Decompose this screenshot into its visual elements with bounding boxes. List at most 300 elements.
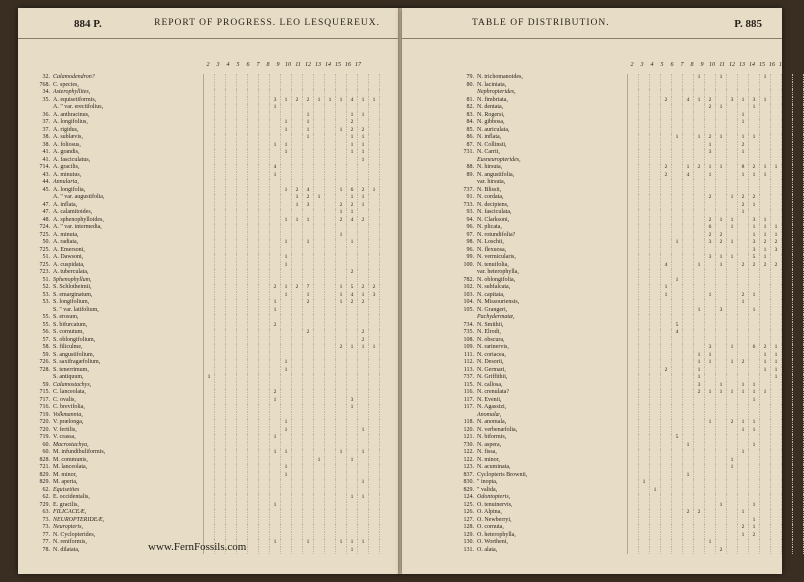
count-cell <box>683 412 694 420</box>
count-cell <box>771 82 782 90</box>
count-cell <box>314 239 325 247</box>
count-cell <box>325 337 336 345</box>
count-cell <box>639 217 650 225</box>
count-cell <box>303 457 314 465</box>
count-cell <box>738 464 749 472</box>
table-row <box>448 337 804 345</box>
count-cell <box>281 307 292 315</box>
row-number: 45. <box>42 186 50 193</box>
count-cell <box>248 307 259 315</box>
count-cell: 8 <box>738 164 749 172</box>
count-cell <box>771 479 782 487</box>
count-cell <box>661 419 672 427</box>
count-cell <box>738 127 749 135</box>
count-cell <box>628 112 639 120</box>
count-cell <box>215 427 226 435</box>
count-cell <box>303 157 314 165</box>
count-cell <box>325 239 336 247</box>
count-cell <box>628 254 639 262</box>
count-cell: 2 <box>760 344 771 352</box>
count-cell <box>325 262 336 270</box>
count-cell <box>639 209 650 217</box>
count-cell <box>369 202 380 210</box>
count-cell <box>237 172 248 180</box>
count-cell: 2 <box>705 232 716 240</box>
count-cell: 1 <box>303 119 314 127</box>
count-cell <box>705 404 716 412</box>
count-cell <box>639 269 650 277</box>
species-name: N. acuminata, <box>477 464 511 470</box>
count-cell: 1 <box>358 112 369 120</box>
count-cell: 1 <box>281 292 292 300</box>
count-cell <box>226 239 237 247</box>
count-cell <box>705 442 716 450</box>
count-cell <box>782 82 793 90</box>
count-cell: 2 <box>749 164 760 172</box>
count-cell: 4 <box>347 97 358 105</box>
table-row <box>24 494 380 502</box>
count-cell <box>738 82 749 90</box>
count-cell <box>738 104 749 112</box>
row-number: 97. <box>466 231 474 238</box>
count-cell <box>303 247 314 255</box>
count-cell <box>705 502 716 510</box>
count-cell <box>325 119 336 127</box>
count-cell <box>336 172 347 180</box>
count-cell <box>226 404 237 412</box>
count-cell: 1 <box>639 479 650 487</box>
count-cell <box>347 179 358 187</box>
count-cell <box>259 337 270 345</box>
count-cell <box>672 89 683 97</box>
count-cell <box>661 457 672 465</box>
count-cell <box>672 187 683 195</box>
count-cell: 1 <box>705 292 716 300</box>
count-cell <box>226 344 237 352</box>
count-cell <box>292 457 303 465</box>
count-cell <box>281 524 292 532</box>
count-cell <box>314 307 325 315</box>
count-cell <box>672 157 683 165</box>
count-cell <box>705 517 716 525</box>
count-cell: 2 <box>369 284 380 292</box>
table-row <box>24 172 380 180</box>
count-cell <box>683 224 694 232</box>
table-row <box>448 254 804 262</box>
count-cell <box>237 82 248 90</box>
count-cell <box>738 547 749 555</box>
count-cell <box>727 314 738 322</box>
count-cell <box>325 517 336 525</box>
row-number: 725. <box>39 231 50 238</box>
count-cell: 1 <box>771 352 782 360</box>
count-cell <box>760 149 771 157</box>
species-name: S. saxifragæfolium, <box>53 359 101 365</box>
count-cell <box>639 127 650 135</box>
count-cell <box>672 119 683 127</box>
row-number <box>448 412 477 420</box>
count-cell <box>314 179 325 187</box>
row-number: 118. <box>463 419 474 425</box>
count-cell <box>727 434 738 442</box>
count-cell <box>793 419 804 427</box>
count-cell <box>358 277 369 285</box>
count-cell <box>369 307 380 315</box>
count-cell <box>325 397 336 405</box>
row-number: 829. <box>39 479 50 485</box>
count-cell <box>336 359 347 367</box>
table-row <box>448 389 804 397</box>
count-cell <box>683 82 694 90</box>
count-cell <box>281 112 292 120</box>
count-cell <box>760 322 771 330</box>
count-cell <box>694 547 705 555</box>
count-cell <box>771 314 782 322</box>
count-cell <box>314 157 325 165</box>
species-name: N. crenulata? <box>477 389 509 395</box>
species-name: N. Cyclopterides, <box>53 531 96 538</box>
count-cell: 1 <box>303 134 314 142</box>
count-cell <box>749 449 760 457</box>
count-cell <box>672 179 683 187</box>
count-cell <box>628 217 639 225</box>
count-cell <box>793 412 804 420</box>
count-cell <box>270 464 281 472</box>
count-cell <box>639 187 650 195</box>
row-number: 98. <box>466 239 474 245</box>
table-row <box>24 524 380 532</box>
count-cell <box>650 262 661 270</box>
count-cell <box>683 307 694 315</box>
count-cell: 1 <box>749 502 760 510</box>
count-cell <box>738 412 749 420</box>
count-cell <box>237 329 248 337</box>
count-cell <box>760 517 771 525</box>
count-cell <box>204 517 215 525</box>
count-cell: 1 <box>694 74 705 82</box>
count-cell <box>325 464 336 472</box>
count-cell <box>628 269 639 277</box>
count-cell <box>369 337 380 345</box>
row-number: 53. <box>42 291 50 298</box>
row-number: 121. <box>463 434 474 440</box>
count-cell <box>237 472 248 480</box>
count-cell <box>303 307 314 315</box>
table-row <box>24 314 380 322</box>
count-cell <box>226 262 237 270</box>
count-cell <box>248 419 259 427</box>
count-cell <box>215 292 226 300</box>
row-number: 715. <box>39 389 50 395</box>
column-label: 11 <box>719 62 725 68</box>
count-cell <box>716 419 727 427</box>
count-cell: 1 <box>749 232 760 240</box>
count-cell <box>259 344 270 352</box>
count-cell <box>793 179 804 187</box>
count-cell <box>314 427 325 435</box>
count-cell <box>303 359 314 367</box>
count-cell <box>782 337 793 345</box>
count-cell <box>369 464 380 472</box>
count-cell <box>749 352 760 360</box>
column-label: 6 <box>246 62 250 68</box>
count-cell: 1 <box>727 217 738 225</box>
count-cell <box>661 449 672 457</box>
row-number: 60. <box>42 449 50 455</box>
count-cell: 2 <box>292 284 303 292</box>
left-distribution-table <box>24 62 380 554</box>
species-name: Macrostachya, <box>53 441 89 448</box>
count-cell <box>727 179 738 187</box>
count-cell <box>716 427 727 435</box>
count-cell <box>270 359 281 367</box>
count-cell <box>259 524 270 532</box>
count-cell <box>237 374 248 382</box>
count-cell <box>771 194 782 202</box>
count-cell <box>336 194 347 202</box>
count-cell <box>314 142 325 150</box>
count-cell <box>226 524 237 532</box>
count-cell <box>347 382 358 390</box>
species-name: N. gibbosa, <box>477 119 505 125</box>
count-cell <box>782 442 793 450</box>
count-cell <box>358 419 369 427</box>
count-cell <box>639 262 650 270</box>
count-cell: 1 <box>358 202 369 210</box>
count-cell: 1 <box>281 472 292 480</box>
count-cell <box>771 389 782 397</box>
count-cell <box>705 337 716 345</box>
count-cell <box>716 367 727 375</box>
count-cell <box>672 74 683 82</box>
row-number: 99. <box>466 254 474 260</box>
species-name: M. minor, <box>53 471 77 478</box>
count-cell <box>782 389 793 397</box>
row-number: 51. <box>42 254 50 260</box>
count-cell <box>661 539 672 547</box>
count-cell <box>749 284 760 292</box>
count-cell <box>270 352 281 360</box>
count-cell <box>325 412 336 420</box>
count-cell <box>215 217 226 225</box>
count-cell <box>369 194 380 202</box>
count-cell <box>358 434 369 442</box>
count-cell <box>661 89 672 97</box>
row-number: 89. <box>466 171 474 178</box>
count-cell: 2 <box>716 547 727 555</box>
count-cell: 1 <box>672 239 683 247</box>
count-cell <box>727 472 738 480</box>
count-cell <box>358 442 369 450</box>
count-cell <box>237 217 248 225</box>
count-cell: 2 <box>705 97 716 105</box>
count-cell <box>727 479 738 487</box>
count-cell <box>782 532 793 540</box>
count-cell <box>705 412 716 420</box>
count-cell <box>782 457 793 465</box>
count-cell <box>259 427 270 435</box>
count-cell <box>793 479 804 487</box>
count-cell <box>237 269 248 277</box>
count-cell <box>314 119 325 127</box>
count-cell <box>204 412 215 420</box>
count-cell: 1 <box>683 442 694 450</box>
count-cell <box>628 374 639 382</box>
count-cell <box>782 404 793 412</box>
count-cell: 1 <box>281 367 292 375</box>
count-cell <box>793 464 804 472</box>
table-row <box>24 472 380 480</box>
count-cell <box>639 202 650 210</box>
count-cell <box>347 224 358 232</box>
row-number: 52. <box>42 284 50 290</box>
count-cell <box>336 434 347 442</box>
count-cell <box>369 232 380 240</box>
count-cell <box>237 322 248 330</box>
count-cell <box>683 232 694 240</box>
species-name: O. Wortheni, <box>477 539 508 545</box>
count-cell <box>672 464 683 472</box>
count-cell <box>738 404 749 412</box>
count-cell <box>325 134 336 142</box>
row-number: 719. <box>39 434 50 440</box>
species-name: E. occidentalis, <box>53 494 90 500</box>
count-cell <box>314 127 325 135</box>
count-cell <box>204 239 215 247</box>
count-cell: 1 <box>694 134 705 142</box>
count-cell <box>237 382 248 390</box>
count-cell <box>215 404 226 412</box>
count-cell <box>259 217 270 225</box>
count-cell <box>248 337 259 345</box>
count-cell <box>215 532 226 540</box>
count-cell <box>738 239 749 247</box>
count-cell <box>639 524 650 532</box>
count-cell <box>259 464 270 472</box>
table-row <box>448 397 804 405</box>
count-cell <box>683 239 694 247</box>
count-cell <box>259 142 270 150</box>
count-cell <box>314 487 325 495</box>
count-cell <box>782 284 793 292</box>
count-cell <box>639 232 650 240</box>
count-cell <box>325 374 336 382</box>
count-cell <box>705 434 716 442</box>
count-cell <box>760 494 771 502</box>
table-row <box>448 232 804 240</box>
count-cell <box>336 329 347 337</box>
count-cell <box>683 494 694 502</box>
count-cell <box>672 487 683 495</box>
count-cell <box>793 397 804 405</box>
table-row <box>24 149 380 157</box>
count-cell <box>215 517 226 525</box>
count-cell <box>226 314 237 322</box>
count-cell <box>215 479 226 487</box>
count-cell <box>259 509 270 517</box>
column-label: 16 <box>769 62 775 68</box>
count-cell <box>771 89 782 97</box>
count-cell <box>782 314 793 322</box>
count-cell <box>650 179 661 187</box>
count-cell <box>314 352 325 360</box>
count-cell <box>639 494 650 502</box>
count-cell <box>358 172 369 180</box>
species-name: A. tuberculata, <box>53 269 89 275</box>
count-cell <box>639 539 650 547</box>
count-cell <box>314 359 325 367</box>
count-cell <box>281 539 292 547</box>
species-name: A. anthracinus, <box>53 111 90 118</box>
count-cell: 2 <box>738 262 749 270</box>
count-cell: 2 <box>292 97 303 105</box>
count-cell <box>683 547 694 555</box>
count-cell <box>369 157 380 165</box>
row-number: 94. <box>466 216 474 223</box>
count-cell: 2 <box>336 344 347 352</box>
species-name: Anomalæ, <box>477 411 502 418</box>
species-name: var. heterophylla, <box>477 269 519 275</box>
count-cell <box>237 112 248 120</box>
count-cell <box>650 292 661 300</box>
count-cell: 1 <box>738 149 749 157</box>
count-cell: 1 <box>303 292 314 300</box>
count-cell <box>760 179 771 187</box>
count-cell <box>292 337 303 345</box>
count-cell <box>204 82 215 90</box>
count-cell: 1 <box>782 374 793 382</box>
count-cell <box>314 254 325 262</box>
count-cell <box>793 487 804 495</box>
count-cell <box>325 202 336 210</box>
table-row <box>24 344 380 352</box>
count-cell <box>303 224 314 232</box>
count-cell <box>793 344 804 352</box>
count-cell <box>314 89 325 97</box>
count-cell: 1 <box>727 239 738 247</box>
count-cell <box>248 232 259 240</box>
count-cell <box>683 89 694 97</box>
count-cell <box>628 89 639 97</box>
count-cell: 3 <box>347 397 358 405</box>
table-row <box>448 164 804 172</box>
count-cell <box>303 142 314 150</box>
count-cell <box>270 112 281 120</box>
count-cell <box>204 217 215 225</box>
count-cell <box>760 509 771 517</box>
count-cell <box>314 479 325 487</box>
count-cell <box>358 367 369 375</box>
species-name: O. cornuta, <box>477 524 504 530</box>
count-cell: 1 <box>204 374 215 382</box>
column-label: 10 <box>709 62 715 68</box>
table-row <box>448 217 804 225</box>
count-cell <box>628 247 639 255</box>
table-row <box>448 262 804 270</box>
count-cell <box>336 457 347 465</box>
count-cell <box>683 202 694 210</box>
count-cell: 1 <box>281 449 292 457</box>
count-cell <box>314 292 325 300</box>
count-cell <box>672 217 683 225</box>
count-cell <box>325 434 336 442</box>
count-cell <box>650 217 661 225</box>
species-name: S. Schlotheimii, <box>53 284 92 290</box>
count-cell <box>683 299 694 307</box>
count-cell <box>281 457 292 465</box>
count-cell <box>639 419 650 427</box>
row-number: 59. <box>42 351 50 358</box>
